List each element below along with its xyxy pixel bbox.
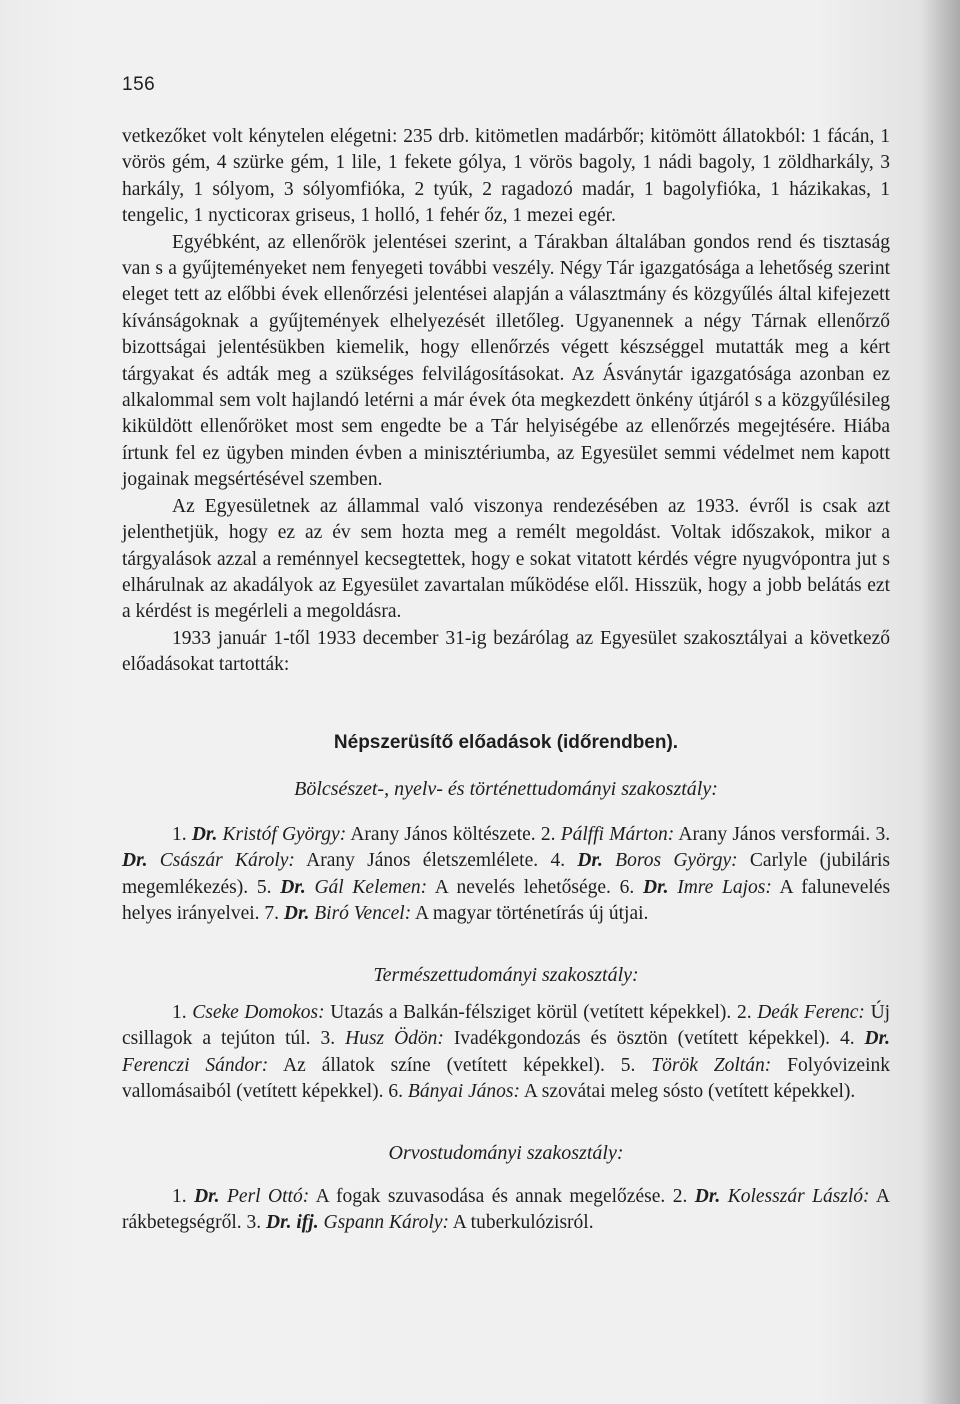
- lecture-number: 3.: [246, 1212, 267, 1234]
- lecture-entry: [172, 1186, 665, 1207]
- lecture-entry: [321, 1028, 830, 1049]
- lecture-topic: Ivadékgondozás és ösztön (vetített képekkel).: [453, 1028, 830, 1050]
- lecture-topic: A nevelés lehetősége.: [434, 876, 611, 898]
- section-heading-natural-sciences: Természettudományi szakosztály:: [373, 964, 639, 986]
- lecture-entry: [172, 1002, 731, 1023]
- page-edge-shadow: [920, 0, 960, 1404]
- speaker-name: Török Zoltán:: [651, 1054, 772, 1076]
- lecture-entry: [257, 877, 611, 898]
- lecture-topic: Arany János versformái.: [678, 824, 871, 845]
- lecture-topic: Arany János életszemlélete.: [306, 850, 539, 872]
- lecture-number: 6.: [388, 1081, 408, 1103]
- lecture-number: 6.: [619, 876, 643, 898]
- lecture-number: 2.: [540, 824, 561, 845]
- lecture-list-medicine: [122, 1184, 890, 1237]
- speaker-title: Dr.: [642, 876, 669, 898]
- paragraph: vetkezőket volt kénytelen elégetni: 235 drb. kitömetlen madárbőr; kitömött állatokból: 1 fácán, 1 vörös gém, 4 szürke gém, 1 lile, 1 fekete gólya, 1 vörös bagoly, 1 nádi bagoly, 1 zöldharkály, 3 harkály, 1 sólyom, 3 sólyomfióka, 2 tyúk, 2 ragadozó madár, 1 bagolyfióka, 1 házikakas, 1 tengelic, 1 nycticorax griseus, 1 holló, 1 fehér őz, 1 mezei egér.: [122, 126, 890, 227]
- lecture-topic: A falunevelés helyes irányelvei.: [122, 876, 891, 925]
- page-number: 156: [122, 74, 156, 95]
- speaker-title: Dr.: [280, 876, 306, 898]
- lecture-topic: A magyar történetírás új útjai.: [415, 903, 649, 925]
- lecture-topic: Folyóvizeink vallomásaiból (vetített képekkel).: [122, 1054, 891, 1103]
- section-heading-medicine: Orvostudományi szakosztály:: [388, 1142, 624, 1164]
- speaker-name: Kolesszár László:: [727, 1186, 870, 1207]
- speaker-title: Dr. ifj.: [266, 1212, 319, 1234]
- lecture-topic: A szovátai meleg sósto (vetített képekkel).: [523, 1081, 856, 1103]
- lecture-entry: [264, 903, 648, 924]
- speaker-name: Ferenczi Sándor:: [122, 1054, 269, 1076]
- lecture-number: 2.: [672, 1186, 695, 1207]
- speaker-name: Kristóf György:: [222, 824, 347, 845]
- speaker-name: Boros György:: [615, 850, 738, 872]
- lecture-paragraph: [122, 1000, 890, 1106]
- speaker-title: Dr.: [191, 824, 218, 845]
- lecture-topic: Carlyle (jubiláris megemlékezés).: [122, 850, 891, 898]
- lecture-entry: [541, 824, 870, 845]
- paragraph: 1933 január 1-től 1933 december 31-ig bezárólag az Egyesület szakosztályai a következő előadásokat tartották:: [122, 627, 890, 676]
- body-text: [122, 124, 890, 679]
- lecture-entry: [388, 1081, 855, 1102]
- lecture-topic: A tuberkulózisról.: [452, 1212, 594, 1234]
- lecture-list-humanities: [122, 822, 890, 928]
- speaker-name: Gál Kelemen:: [314, 876, 428, 898]
- speaker-title: Dr.: [194, 1186, 220, 1207]
- speaker-name: Imre Lajos:: [677, 876, 772, 898]
- speaker-name: Bányai János:: [407, 1081, 521, 1103]
- lecture-number: 5.: [256, 876, 281, 898]
- speaker-name: Pálffi Márton:: [560, 824, 675, 845]
- lecture-entry: [172, 824, 536, 845]
- speaker-title: Dr.: [283, 903, 310, 925]
- speaker-name: Perl Ottó:: [227, 1186, 310, 1207]
- lecture-paragraph: [122, 822, 890, 928]
- speaker-title: Dr.: [122, 850, 148, 872]
- lecture-number: 5.: [620, 1054, 652, 1076]
- speaker-title: Dr.: [577, 850, 603, 872]
- lecture-number: 1.: [172, 1002, 193, 1023]
- lecture-topic: A rákbetegségről.: [122, 1186, 891, 1234]
- lecture-number: 3.: [320, 1028, 346, 1050]
- lecture-entry: [247, 1212, 594, 1233]
- lecture-number: 3.: [875, 824, 891, 845]
- lecture-list-natural-sciences: [122, 1000, 890, 1106]
- lecture-topic: Arany János költészete.: [350, 824, 536, 845]
- lecture-number: 7.: [264, 903, 284, 925]
- speaker-name: Biró Vencel:: [314, 903, 412, 925]
- speaker-name: Császár Károly:: [159, 850, 295, 872]
- lecture-topic: A fogak szuvasodása és annak megelőzése.: [315, 1186, 666, 1207]
- speaker-name: Gspann Károly:: [323, 1212, 449, 1234]
- lecture-paragraph: [122, 1184, 890, 1237]
- lecture-number: 2.: [736, 1002, 758, 1023]
- lecture-topic: Új csillagok a tejúton túl.: [122, 1002, 891, 1050]
- speaker-title: Dr.: [864, 1028, 891, 1050]
- speaker-name: Husz Ödön:: [345, 1028, 444, 1050]
- lecture-number: 4.: [839, 1028, 865, 1050]
- lecture-number: 1.: [172, 1186, 195, 1207]
- speaker-title: Dr.: [694, 1186, 721, 1207]
- lecture-number: 4.: [550, 850, 578, 872]
- paragraph: Egyébként, az ellenőrök jelentései szerint, a Tárakban általában gondos rend és tisztaság van s a gyűjteményeket nem fenyegeti további veszély. Négy Tár igazgatósága a lehetőség szerint eleget tett az előbbi évek ellenőrzési jelentései alapján a választmány és közgyűlés által kifejezett kívánságoknak a gyűjtemények elhelyezését illetőleg. Ugyanennek a négy Tárnak ellenőrző bizottságai jelentésükben kiemelik, hogy ellenőrzés végett készséggel mutatták meg a kért tárgyakat és adták meg a szükséges felvilágosításokat. Az Ásványtár igazgatósága azonban ez alkalommal sem volt hajlandó letérni a már évek óta megkezdett önkény útjáról s a közgyűlésileg kiküldött ellenőröket most sem engedte be a Tár helyiségébe az ellenőrzés megejtésére. Hiába írtunk fel ez ügyben minden évben a minisztériumba, az Egyesület semmi védelmet nem kapott jogainak megsértésével szemben.: [122, 231, 890, 491]
- speaker-name: Cseke Domokos:: [192, 1002, 325, 1023]
- lecture-number: 1.: [172, 824, 192, 845]
- lecture-topic: Az állatok színe (vetített képekkel).: [283, 1054, 605, 1076]
- section-heading-humanities: Bölcsészet-, nyelv- és történettudományi szakosztály:: [294, 778, 718, 800]
- speaker-name: Deák Ferenc:: [757, 1002, 865, 1023]
- lectures-heading: Népszerüsítő előadások (időrendben).: [333, 732, 679, 753]
- lecture-topic: Utazás a Balkán-félsziget körül (vetített képekkel).: [330, 1002, 732, 1023]
- paragraph: Az Egyesületnek az állammal való viszonya rendezésében az 1933. évről is csak azt jelenthetjük, hogy ez az év sem hozta meg a remélt megoldást. Voltak időszakok, mikor a tárgyalások azzal a reménnyel kecsegtettek, hogy e sokat vitatott kérdés végre nyugvópontra jut s elhárulnak az akadályok az Egyesület zavartalan működése elől. Hisszük, hogy a jobb belátás ezt a kérdést is megérleli a megoldásra.: [122, 495, 890, 623]
